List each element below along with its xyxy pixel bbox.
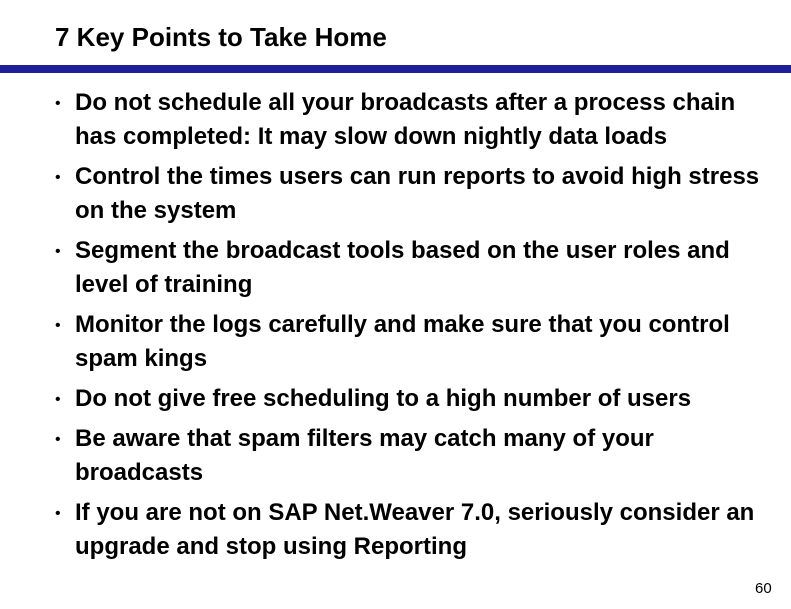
bullet-text: Be aware that spam filters may catch many of your broadcasts [75, 425, 654, 486]
bullet-item-5 [55, 382, 775, 416]
bullet-list [55, 86, 775, 570]
bullet-item-4 [55, 308, 775, 376]
bullet-icon: • [55, 95, 61, 112]
bullet-icon: • [55, 431, 61, 448]
bullet-text: If you are not on SAP Net.Weaver 7.0, seriously consider an upgrade and stop using Reporting [75, 499, 755, 560]
bullet-item-1 [55, 86, 775, 154]
title-divider [0, 65, 791, 73]
bullet-icon: • [55, 317, 61, 334]
bullet-item-6 [55, 422, 775, 490]
bullet-item-7 [55, 496, 775, 564]
bullet-item-2 [55, 160, 775, 228]
bullet-text: Segment the broadcast tools based on the user roles and level of training [75, 237, 730, 298]
slide-title: 7 Key Points to Take Home [55, 22, 387, 52]
bullet-icon: • [55, 391, 61, 408]
bullet-text: Do not schedule all your broadcasts after a process chain has completed: It may slow down nightly data loads [75, 89, 736, 150]
page-number: 60 [755, 580, 772, 597]
bullet-item-3 [55, 234, 775, 302]
bullet-icon: • [55, 243, 61, 260]
bullet-text: Monitor the logs carefully and make sure that you control spam kings [75, 311, 730, 372]
bullet-text: Control the times users can run reports to avoid high stress on the system [75, 163, 760, 224]
bullet-icon: • [55, 505, 61, 522]
bullet-text: Do not give free scheduling to a high number of users [75, 385, 692, 412]
bullet-icon: • [55, 169, 61, 186]
